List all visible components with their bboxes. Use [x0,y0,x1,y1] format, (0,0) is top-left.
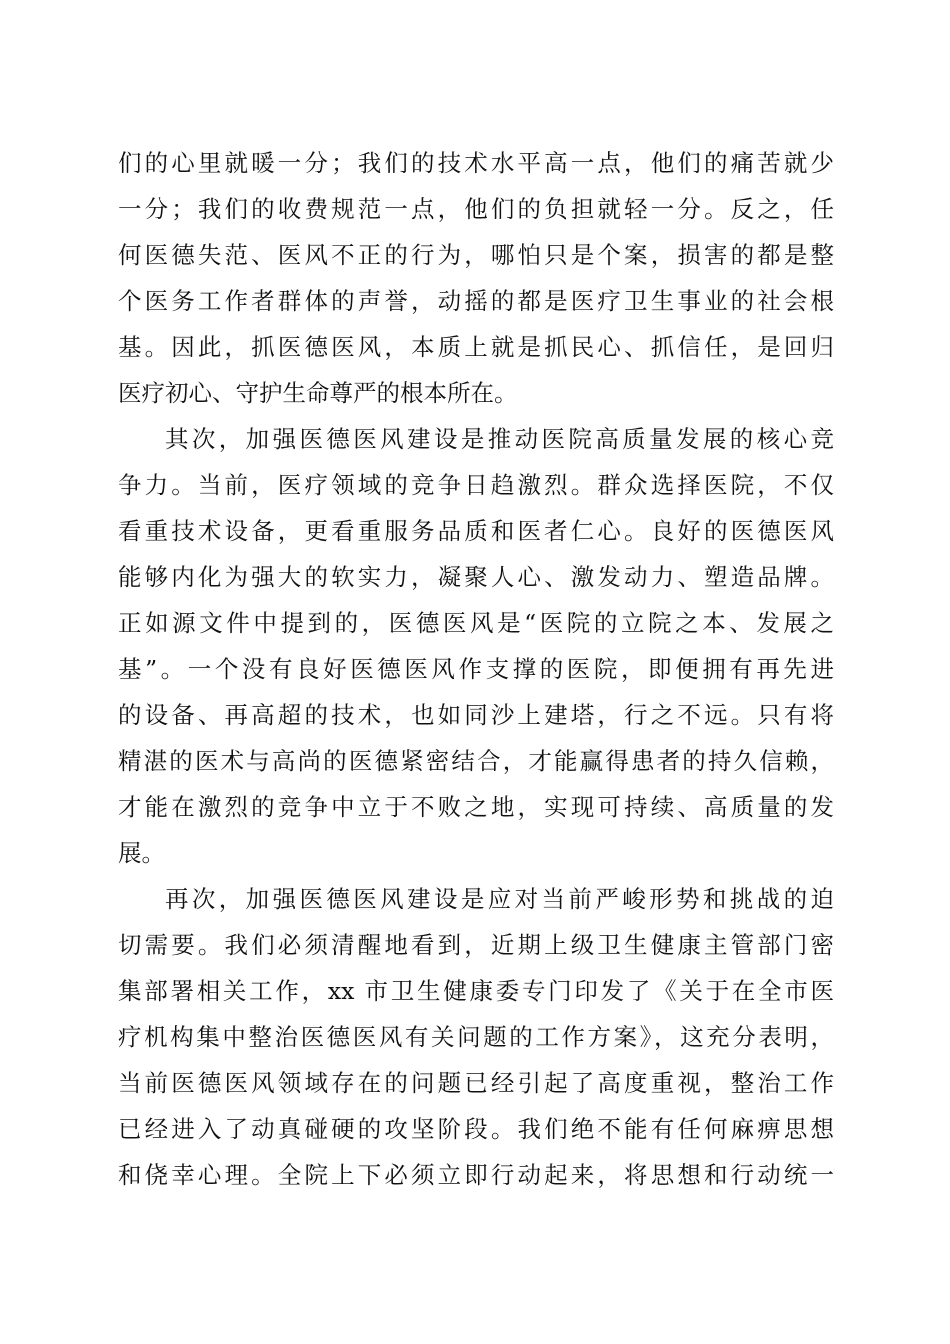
paragraph-2-line-9: 才能在激烈的竞争中立于不败之地，实现可持续、高质量的发 [118,793,834,821]
paragraph-2-line-1: 其次，加强医德医风建设是推动医院高质量发展的核心竞 [165,425,834,453]
paragraph-1-line-4: 个医务工作者群体的声誉，动摇的都是医疗卫生事业的社会根 [118,287,834,315]
paragraph-2-line-10: 展。 [118,839,165,867]
paragraph-3-line-2: 切需要。我们必须清醒地看到，近期上级卫生健康主管部门密 [118,931,834,959]
paragraph-1-line-3: 何医德失范、医风不正的行为，哪怕只是个案，损害的都是整 [118,241,834,269]
paragraph-1-line-6: 医疗初心、守护生命尊严的根本所在。 [118,379,518,407]
paragraph-2-line-2: 争力。当前，医疗领域的竞争日趋激烈。群众选择医院，不仅 [118,471,834,499]
paragraph-1-line-2: 一分；我们的收费规范一点，他们的负担就轻一分。反之，任 [118,195,834,223]
paragraph-2-line-8: 精湛的医术与高尚的医德紧密结合，才能赢得患者的持久信赖， [118,747,834,775]
paragraph-3-line-4: 疗机构集中整治医德医风有关问题的工作方案》，这充分表明， [118,1023,834,1051]
paragraph-2-line-6: 基”。一个没有良好医德医风作支撑的医院，即便拥有再先进 [118,655,834,683]
paragraph-1-line-1: 们的心里就暖一分；我们的技术水平高一点，他们的痛苦就少 [118,149,834,177]
paragraph-2-line-5: 正如源文件中提到的，医德医风是“医院的立院之本、发展之 [118,609,834,637]
paragraph-3-line-7: 和侥幸心理。全院上下必须立即行动起来，将思想和行动统一 [118,1161,834,1189]
paragraph-2-line-7: 的设备、再高超的技术，也如同沙上建塔，行之不远。只有将 [118,701,834,729]
paragraph-1-line-5: 基。因此，抓医德医风，本质上就是抓民心、抓信任，是回归 [118,333,834,361]
paragraph-2-line-3: 看重技术设备，更看重服务品质和医者仁心。良好的医德医风 [118,517,834,545]
paragraph-3-line-6: 已经进入了动真碰硬的攻坚阶段。我们绝不能有任何麻痹思想 [118,1115,834,1143]
paragraph-3-line-1: 再次，加强医德医风建设是应对当前严峻形势和挑战的迫 [165,885,834,913]
paragraph-3-line-5: 当前医德医风领域存在的问题已经引起了高度重视，整治工作 [118,1069,834,1097]
paragraph-3-line-3: 集部署相关工作，xx 市卫生健康委专门印发了《关于在全市医 [118,977,834,1005]
body-text [118,140,834,1198]
paragraph-2-line-4: 能够内化为强大的软实力，凝聚人心、激发动力、塑造品牌。 [118,563,834,591]
